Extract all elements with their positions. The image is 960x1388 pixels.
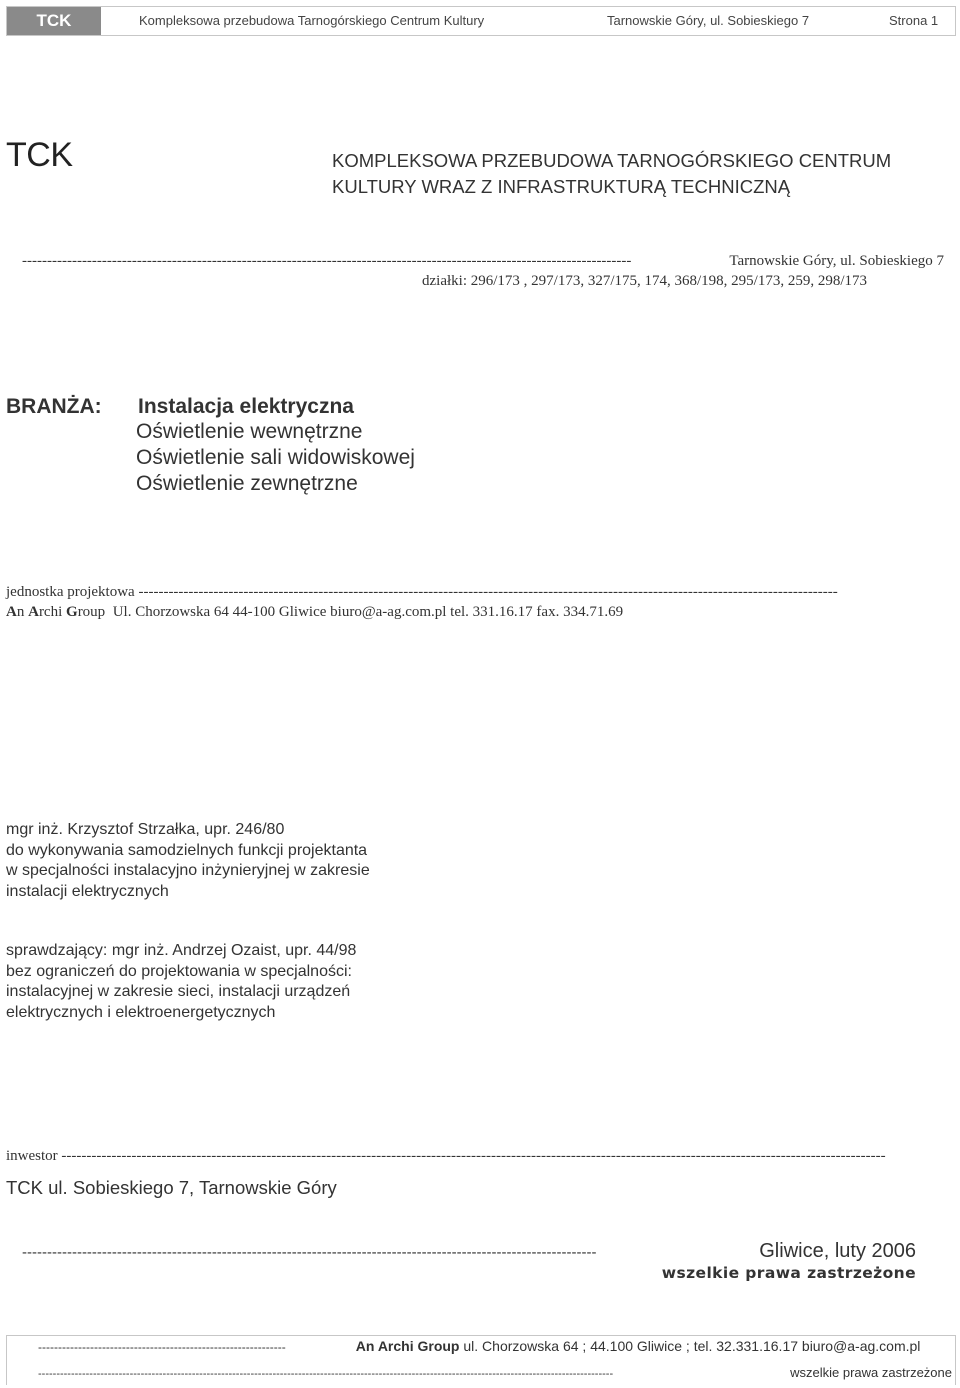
designer-line: instalacji elektrycznych xyxy=(6,882,169,900)
company-name-part: n xyxy=(16,604,29,620)
checker-line: sprawdzający: mgr inż. Andrzej Ozaist, upr. 44/98 xyxy=(6,942,357,959)
design-unit-dashes: -------------------------------------------------------------------------------------------------------------------------------------------- xyxy=(138,584,838,600)
footer-dashes: -------------------------------------------------------------- xyxy=(38,1340,286,1354)
branch-label: BRANŻA: xyxy=(6,395,102,418)
checker-line: instalacyjnej w zakresie sieci, instalacji urządzeń xyxy=(6,983,351,1000)
investor-label: inwestor xyxy=(6,1148,58,1164)
company-name-part: roup xyxy=(77,604,106,620)
place-date-line xyxy=(22,1240,916,1263)
designer-line: mgr inż. Krzysztof Strzałka, upr. 246/80 xyxy=(6,821,285,838)
designer-line: w specjalności instalacyjno inżynieryjnej w zakresie xyxy=(6,862,370,879)
footer-line2 xyxy=(38,1365,952,1380)
header-page-number: Strona 1 xyxy=(889,13,939,28)
checker-block xyxy=(6,941,356,1023)
design-unit-details xyxy=(6,604,623,621)
company-initial: A xyxy=(28,604,39,620)
footer-dashes: ------------------------------------------------------------------------------------------------------------------------------------------------------------- xyxy=(38,1368,614,1380)
designer-line: do wykonywania samodzielnych funkcji projektanta xyxy=(6,841,368,859)
location-address: Tarnowskie Góry, ul. Sobieskiego 7 xyxy=(729,253,944,269)
project-title-line2: KULTURY WRAZ Z INFRASTRUKTURĄ TECHNICZNĄ xyxy=(332,176,791,197)
page-header xyxy=(6,6,956,36)
place-date: Gliwice, luty 2006 xyxy=(759,1240,916,1262)
header-title: Kompleksowa przebudowa Tarnogórskiego Centrum Kultury xyxy=(139,13,485,28)
title-logo: TCK xyxy=(6,136,73,174)
branch-item: Instalacja elektryczna xyxy=(138,395,354,418)
checker-line: bez ograniczeń do projektowania w specjalności: xyxy=(6,962,352,980)
header-address: Tarnowskie Góry, ul. Sobieskiego 7 xyxy=(607,13,810,28)
header-logo: TCK xyxy=(7,7,101,35)
company-name-part: rchi xyxy=(38,604,67,620)
design-unit-line xyxy=(6,584,856,601)
footer-line1 xyxy=(38,1338,955,1354)
designer-block xyxy=(6,820,370,902)
investor-dashes: --------------------------------------------------------------------------------------------------------------------------------------------------------------------- xyxy=(61,1148,886,1164)
branch-item: Oświetlenie wewnętrzne xyxy=(136,420,363,443)
place-date-dashes: ------------------------------------------------------------------------------------------------------------------- xyxy=(22,1244,597,1261)
location-line xyxy=(22,253,944,270)
footer-rights: wszelkie prawa zastrzeżone xyxy=(790,1365,952,1380)
branch-item: Oświetlenie sali widowiskowej xyxy=(136,446,415,469)
checker-line: elektrycznych i elektroenergetycznych xyxy=(6,1003,276,1021)
branch-item: Oświetlenie zewnętrzne xyxy=(136,472,358,495)
rights-reserved: wszelkie prawa zastrzeżone xyxy=(661,1264,916,1282)
plots-line: działki: 296/173 , 297/173, 327/175, 174, 368/198, 295/173, 259, 298/173 xyxy=(422,273,867,289)
footer-company: An Archi Group xyxy=(355,1338,460,1354)
design-unit-label: jednostka projektowa xyxy=(6,584,135,600)
company-initial: A xyxy=(6,604,17,620)
footer-border-right xyxy=(955,1335,956,1385)
footer-border-left xyxy=(6,1335,7,1385)
company-initial: G xyxy=(66,604,78,620)
location-dashes: -------------------------------------------------------------------------------------------------------------------------- xyxy=(22,253,632,269)
footer-contact: ul. Chorzowska 64 ; 44.100 Gliwice ; tel. 32.331.16.17 biuro@a-ag.com.pl xyxy=(463,1338,921,1354)
footer-divider xyxy=(6,1335,956,1336)
company-contact: Ul. Chorzowska 64 44-100 Gliwice biuro@a-ag.com.pl tel. 331.16.17 fax. 334.71.69 xyxy=(112,604,624,620)
project-title-line1: KOMPLEKSOWA PRZEBUDOWA TARNOGÓRSKIEGO CENTRUM xyxy=(332,150,892,171)
investor-line xyxy=(6,1148,914,1165)
investor-name: TCK ul. Sobieskiego 7, Tarnowskie Góry xyxy=(6,1177,337,1198)
